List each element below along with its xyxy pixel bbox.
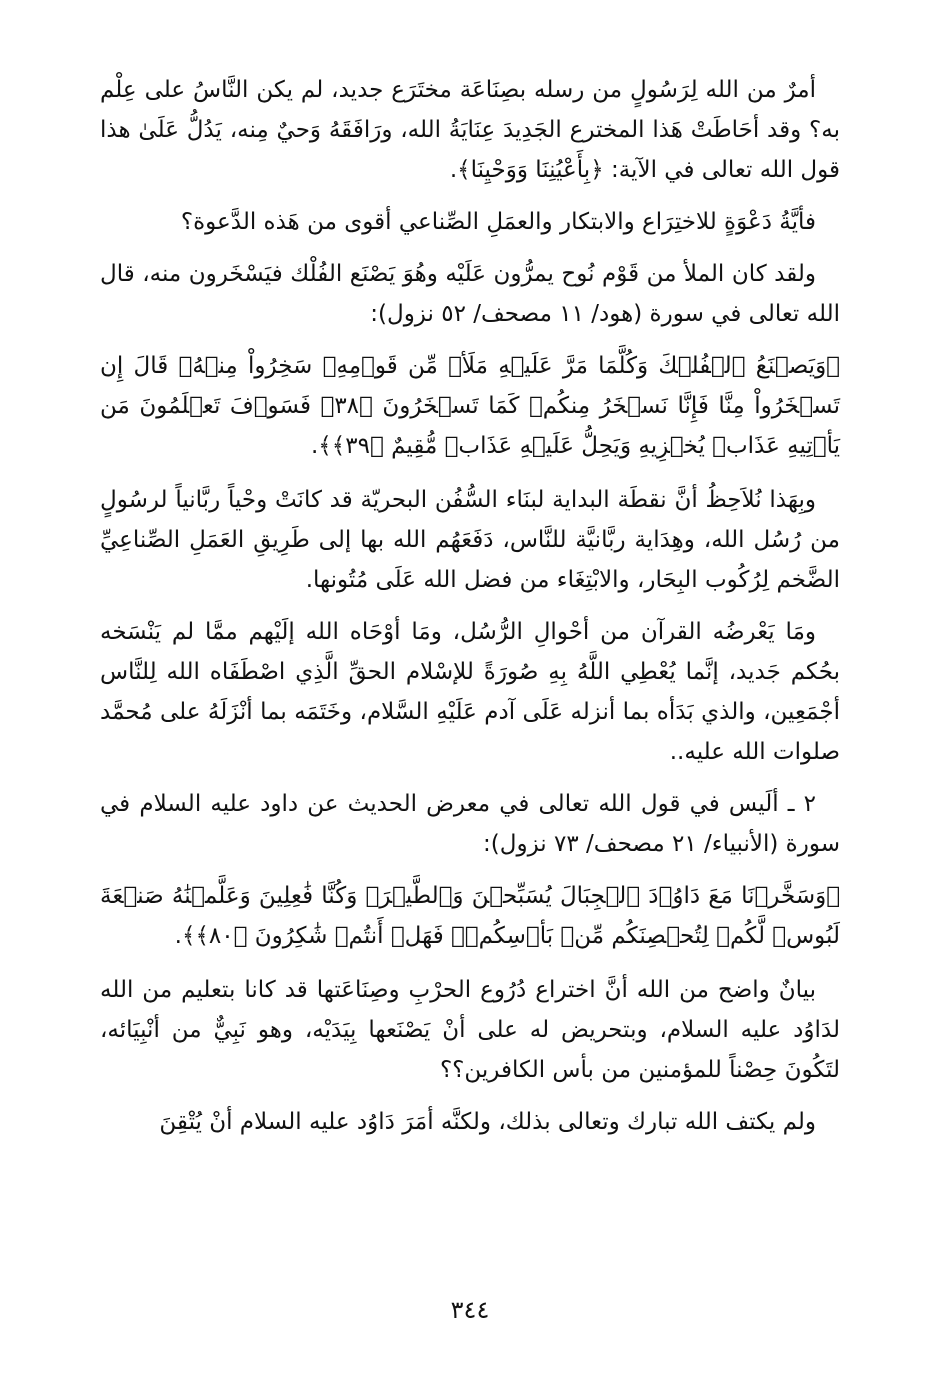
- paragraph: ولقد كان الملأ من قَوْم نُوح يمرُّون عَلَيْه وهُوَ يَصْنَع الفُلْك فيَسْخَرون منه، قال الله تعالى في سورة (هود/ ١١ مصحف/ ٥٢ نزول):: [100, 261, 840, 327]
- paragraph: وبِهَذا نُلاَحِظُ أنَّ نقطَة البداية لبنَاء السُّفُن البحريّة قد كانَتْ وحْياً ربَّانياً لرسُولٍ من رُسُل الله، وهِدَاية ربَّانيَّة للنَّاس، دَفَعَهُم الله بها إلى طَرِيقِ العَمَلِ الصِّناعِيِّ الضَّخم لِرُكُوب البِحَار، والابْتِغَاء من فضل الله عَلَى مُتُونها.: [100, 487, 840, 593]
- paragraph: أمرٌ من الله لِرَسُولٍ من رسله بصِنَاعَة مختَرَع جديد، لم يكن النَّاسُ على عِلْم به؟ وقد أحَاطَتْ هَذا المخترع الجَدِيدَ عِنَايَةُ الله، ورَافَقَهُ وَحيٌ مِنه، يَدُلُّ عَلَىٰ هذا قول الله تعالى في الآية: ﴿بِأَعْيُنِنَا وَوَحْيِنَا﴾.: [100, 77, 840, 183]
- page-body: [100, 70, 840, 1154]
- quran-verse: ﴿وَسَخَّرۡنَا مَعَ دَاوُۥدَ ٱلۡجِبَالَ يُسَبِّحۡنَ وَٱلطَّيۡرَۚ وَكُنَّا فَٰعِلِينَ وَعَلَّمۡنَٰهُ صَنۡعَةَ لَبُوسٖ لَّكُمۡ لِتُحۡصِنَكُم مِّنۢ بَأۡسِكُمۡۖ فَهَلۡ أَنتُمۡ شَٰكِرُونَ ﴿٨٠﴾﴾.: [100, 883, 840, 949]
- paragraph: ٢ ـ ألَيس في قول الله تعالى في معرض الحديث عن داود عليه السلام في سورة (الأنبياء/ ٢١ مصحف/ ٧٣ نزول):: [100, 791, 840, 857]
- paragraph: بيانٌ واضح من الله أنَّ اختراع دُرُوع الحرْبِ وصِنَاعَتها قد كانا بتعليم من الله لدَاوُد عليه السلام، وبتحريض له على أنْ يَصْنَعها بِيَدَيْه، وهو نَبِيٌّ من أنْبِيَائه، لتَكُونَ حِصْناً للمؤمنين من بأس الكافرين؟؟: [100, 977, 840, 1083]
- paragraph: فأيَّةُ دَعْوَةٍ للاختِرَاع والابتكار والعمَلِ الصِّناعي أقوى من هَذه الدَّعوة؟: [180, 209, 816, 235]
- paragraph: ولم يكتف الله تبارك وتعالى بذلك، ولكنَّه أمَرَ دَاوُد عليه السلام أنْ يُتْقِنَ: [159, 1109, 816, 1135]
- page-number: ٣٤٤: [450, 1296, 490, 1324]
- quran-verse: ﴿وَيَصۡنَعُ ٱلۡفُلۡكَ وَكُلَّمَا مَرَّ عَلَيۡهِ مَلَأٞ مِّن قَوۡمِهِۦ سَخِرُواْ مِنۡهُۚ قَالَ إِن تَسۡخَرُواْ مِنَّا فَإِنَّا نَسۡخَرُ مِنكُمۡ كَمَا تَسۡخَرُونَ ﴿٣٨﴾ فَسَوۡفَ تَعۡلَمُونَ مَن يَأۡتِيهِ عَذَابٞ يُخۡزِيهِ وَيَحِلُّ عَلَيۡهِ عَذَابٞ مُّقِيمٌ ﴿٣٩﴾﴾.: [100, 353, 840, 459]
- paragraph: ومَا يَعْرضُه القرآن من أحْوالِ الرُّسُل، ومَا أوْحَاه الله إلَيْهم ممَّا لم يَنْسَخه بحُكم جَديد، إنَّما يُعْطِي اللَّهُ بِهِ صُورَةً للإسْلام الحقِّ الَّذِي اصْطَفَاه الله لِلنَّاس أجْمَعِين، والذي بَدَأه بما أنزله عَلَى آدم عَلَيْهِ السَّلام، وخَتَمَه بما أنْزَلَهُ على مُحمَّد صلوات الله عليه..: [100, 619, 840, 765]
